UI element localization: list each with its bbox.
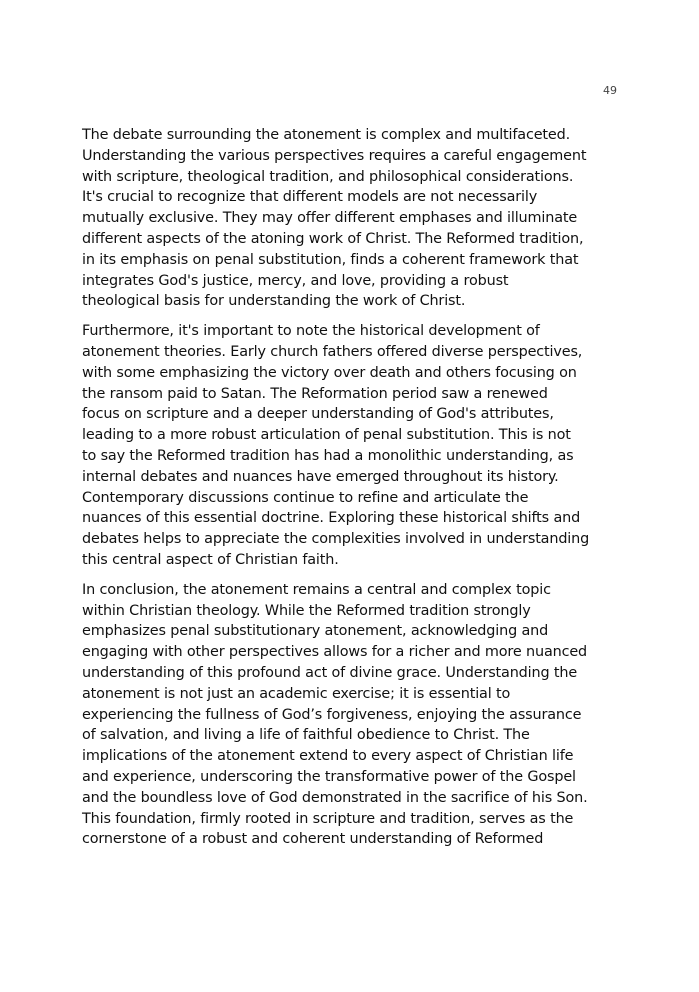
paragraph-1 bbox=[82, 125, 642, 312]
text-line: this central aspect of Christian faith. bbox=[82, 551, 339, 568]
text-line: emphasizes penal substitutionary atonement, acknowledging and bbox=[82, 623, 549, 640]
text-line: the ransom paid to Satan. The Reformation period saw a renewed bbox=[82, 385, 548, 402]
text-line: internal debates and nuances have emerged throughout its history. bbox=[82, 468, 559, 485]
text-line: Furthermore, it's important to note the historical development of bbox=[82, 323, 540, 340]
text-line: within Christian theology. While the Reformed tradition strongly bbox=[82, 602, 531, 619]
body-text bbox=[82, 125, 642, 859]
text-line: This foundation, firmly rooted in scripture and tradition, serves as the bbox=[82, 810, 574, 827]
page-number: 49 bbox=[603, 84, 617, 97]
text-line: different aspects of the atoning work of Christ. The Reformed tradition, bbox=[82, 230, 584, 247]
text-line: atonement is not just an academic exercise; it is essential to bbox=[82, 685, 511, 702]
text-line: implications of the atonement extend to every aspect of Christian life bbox=[82, 748, 574, 765]
text-line: with some emphasizing the victory over death and others focusing on bbox=[82, 364, 577, 381]
text-line: engaging with other perspectives allows for a richer and more nuanced bbox=[82, 644, 588, 661]
text-line: with scripture, theological tradition, and philosophical considerations. bbox=[82, 168, 574, 185]
text-line: Understanding the various perspectives requires a careful engagement bbox=[82, 147, 587, 164]
text-line: theological basis for understanding the work of Christ. bbox=[82, 293, 466, 310]
paragraph-2 bbox=[82, 321, 642, 571]
text-line: leading to a more robust articulation of penal substitution. This is not bbox=[82, 427, 571, 444]
text-line: focus on scripture and a deeper understanding of God's attributes, bbox=[82, 406, 554, 423]
text-line: mutually exclusive. They may offer different emphases and illuminate bbox=[82, 210, 578, 227]
text-line: nuances of this essential doctrine. Exploring these historical shifts and bbox=[82, 510, 581, 527]
text-line: and the boundless love of God demonstrated in the sacrifice of his Son. bbox=[82, 789, 588, 806]
text-line: debates helps to appreciate the complexities involved in understanding bbox=[82, 531, 590, 548]
text-line: understanding of this profound act of divine grace. Understanding the bbox=[82, 664, 578, 681]
text-line: atonement theories. Early church fathers offered diverse perspectives, bbox=[82, 343, 583, 360]
text-line: integrates God's justice, mercy, and love, providing a robust bbox=[82, 272, 509, 289]
text-line: In conclusion, the atonement remains a central and complex topic bbox=[82, 581, 551, 598]
text-line: in its emphasis on penal substitution, finds a coherent framework that bbox=[82, 251, 579, 268]
text-line: It's crucial to recognize that different models are not necessarily bbox=[82, 189, 538, 206]
text-line: The debate surrounding the atonement is complex and multifaceted. bbox=[82, 127, 571, 143]
text-line: and experience, underscoring the transformative power of the Gospel bbox=[82, 768, 576, 785]
paragraph-3 bbox=[82, 580, 642, 850]
text-line: experiencing the fullness of God’s forgiveness, enjoying the assurance bbox=[82, 706, 582, 723]
text-line: Contemporary discussions continue to refine and articulate the bbox=[82, 489, 529, 506]
text-line: cornerstone of a robust and coherent understanding of Reformed bbox=[82, 831, 544, 848]
text-line: to say the Reformed tradition has had a monolithic understanding, as bbox=[82, 447, 574, 464]
text-line: of salvation, and living a life of faithful obedience to Christ. The bbox=[82, 727, 530, 744]
